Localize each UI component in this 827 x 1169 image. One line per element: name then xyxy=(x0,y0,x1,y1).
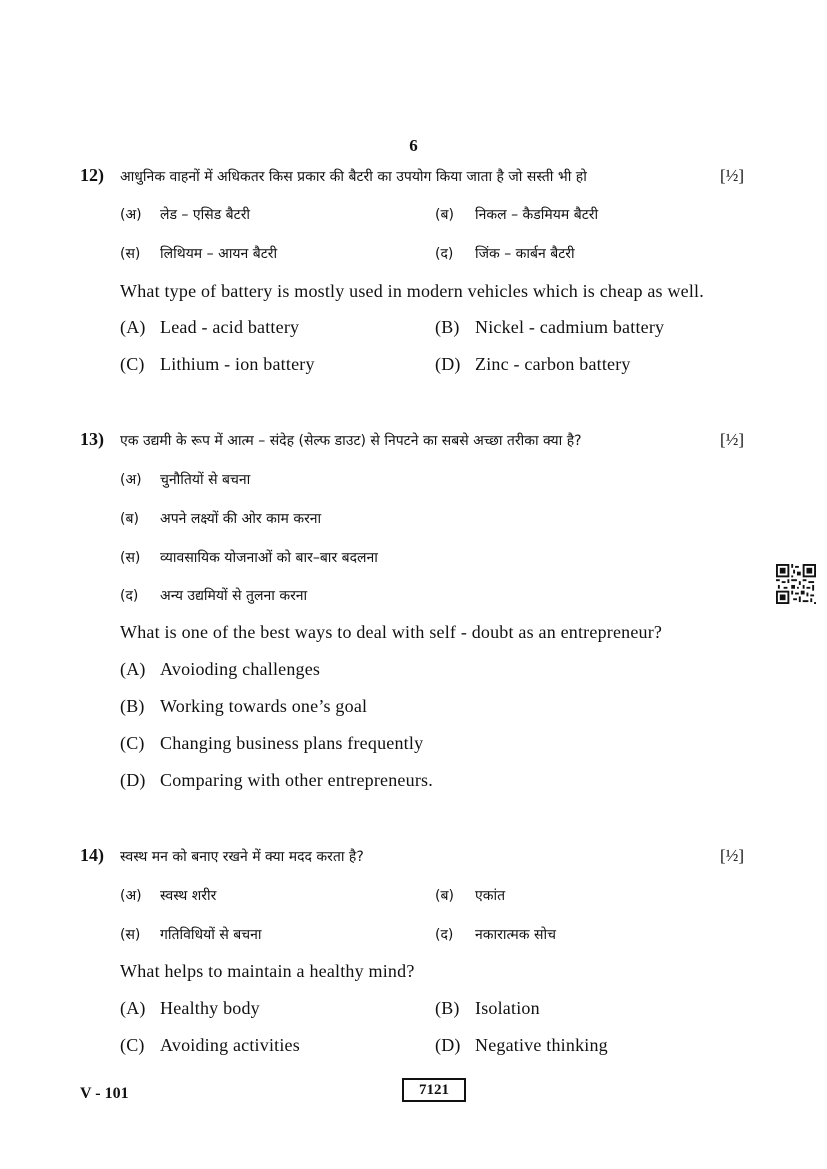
q12-hindi-option-c: (स) लिथियम – आयन बैटरी xyxy=(120,246,278,262)
q14-english-option-a: (A) Healthy body xyxy=(120,998,260,1018)
qr-code-icon xyxy=(776,564,816,604)
question-14-english: What helps to maintain a healthy mind? xyxy=(120,961,415,981)
question-12-marks: [½] xyxy=(720,166,745,185)
page-number: 6 xyxy=(409,136,418,155)
question-12-number: 12) xyxy=(80,165,104,185)
q13-english-option-c: (C) Changing business plans frequently xyxy=(120,733,424,753)
q14-hindi-option-a: (अ) स्वस्थ शरीर xyxy=(120,888,217,904)
q13-hindi-option-b: (ब) अपने लक्ष्यों की ओर काम करना xyxy=(120,511,322,527)
q13-english-option-a: (A) Avoioding challenges xyxy=(120,659,321,679)
q13-hindi-option-a: (अ) चुनौतियों से बचना xyxy=(120,472,251,488)
q14-hindi-option-d: (द) नकारात्मक सोच xyxy=(435,927,556,943)
q14-english-option-c: (C) Avoiding activities xyxy=(120,1035,300,1055)
question-13-marks: [½] xyxy=(720,430,745,449)
question-12-hindi: आधुनिक वाहनों में अधिकतर किस प्रकार की बैटरी का उपयोग किया जाता है जो सस्ती भी हो xyxy=(120,169,587,185)
q13-english-option-d: (D) Comparing with other entrepreneurs. xyxy=(120,770,433,790)
q12-english-option-b: (B) Nickel - cadmium battery xyxy=(435,317,665,337)
booklet-code-box: 7121 xyxy=(402,1078,466,1102)
q13-english-option-b: (B) Working towards one’s goal xyxy=(120,696,368,716)
question-13-hindi: एक उद्यमी के रूप में आत्म – संदेह (सेल्फ डाउट) से निपटने का सबसे अच्छा तरीका क्या है? xyxy=(120,433,582,449)
q14-hindi-option-b: (ब) एकांत xyxy=(435,888,506,904)
question-12-english: What type of battery is mostly used in modern vehicles which is cheap as well. xyxy=(120,281,704,301)
q13-hindi-option-c: (स) व्यावसायिक योजनाओं को बार–बार बदलना xyxy=(120,550,378,566)
question-13-english: What is one of the best ways to deal with self - doubt as an entrepreneur? xyxy=(120,622,663,642)
q14-hindi-option-c: (स) गतिविधियों से बचना xyxy=(120,927,262,943)
q14-english-option-b: (B) Isolation xyxy=(435,998,540,1018)
question-14-number: 14) xyxy=(80,845,104,865)
question-14-marks: [½] xyxy=(720,846,745,865)
q12-hindi-option-b: (ब) निकल – कैडमियम बैटरी xyxy=(435,207,599,223)
q12-hindi-option-d: (द) जिंक – कार्बन बैटरी xyxy=(435,246,575,262)
q14-english-option-d: (D) Negative thinking xyxy=(435,1035,608,1055)
q12-hindi-option-a: (अ) लेड – एसिड बैटरी xyxy=(120,207,251,223)
q12-english-option-a: (A) Lead - acid battery xyxy=(120,317,300,337)
q12-english-option-d: (D) Zinc - carbon battery xyxy=(435,354,631,374)
question-13-number: 13) xyxy=(80,429,104,449)
paper-code: V - 101 xyxy=(80,1085,129,1102)
question-14-hindi: स्वस्थ मन को बनाए रखने में क्या मदद करता है? xyxy=(120,849,364,865)
q13-hindi-option-d: (द) अन्य उद्यमियों से तुलना करना xyxy=(120,588,308,604)
q12-english-option-c: (C) Lithium - ion battery xyxy=(120,354,315,374)
